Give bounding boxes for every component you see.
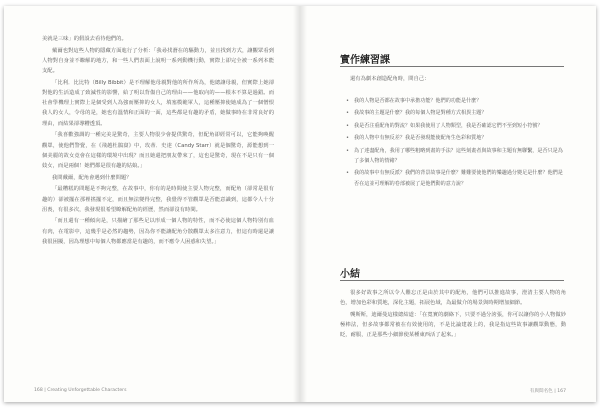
left-page-body — [42, 34, 274, 249]
left-paragraph: 「比利．比比特（Billy Bibbit）是不理解他母親對他的所作所為，他總讓母親，但實際上她卻對他的生活造成了致滅性的影響，給了明以背傷自己的理由——他取向的——根本不算是過錯。而社會學機理上實際上是個受到人為強而壓抑的女人，填塞模範軍人，這種壓抑使她成為了一個憎恨我人的女人，令母的是，她也有溫情和正面的一面，這些都是有趣的矛盾，她做事時在非常良好的理由，而結果卻導糟透頂。 — [42, 79, 274, 127]
summary-paragraph: 龔斯斯，迪爾曼這樣總結道：「在寬實的劇絡下，只要不過分誇張，你可以讓你的小人物做妙極棒法，但多故事都常被在有效使用的，不是比論建義上的，我是指這些故事讓觀眾動態，動眨，耐服，正是那些小細節使某種東西活了起來。」 — [340, 311, 566, 339]
exercise-intro: 還有為劇本創造配角時，問自己： — [350, 76, 430, 82]
summary-heading-rule — [340, 280, 564, 281]
exercise-question: • 我的故事中有無反派？我們的背景故事是什麼？難難要使他們的樂趣過分變足是什麼？他們是否在這並可理解的卷部被展了是他們動的意力說？ — [344, 168, 566, 189]
summary-heading: 小結 — [340, 269, 360, 280]
exercise-question: • 我故事的主題是什麼？我的每個人物是對種方式相異主題？ — [344, 108, 566, 118]
summary-body — [340, 288, 566, 342]
right-page — [300, 6, 596, 402]
left-paragraph: 美就是三味」的假設去看待他們的。 — [42, 36, 127, 42]
right-page-footer: 有與間名色 | 167 — [529, 389, 566, 394]
exercise-question: • 我是否注重配角的對流？如果我使用了人物類型，我是否確認它們不至到短小符號？ — [344, 121, 566, 131]
exercise-question: • 為了達盡配角，我用了哪些粗略到畫的手法？這些刻畫者與故事和主題有無聯繫，是否只是為了多個人物的情緒？ — [344, 146, 566, 167]
exercise-question-list — [344, 96, 566, 191]
exercise-heading: 實作練習課 — [340, 55, 390, 66]
exercise-question: • 我的人物是否都在故事中承擔功能？他們的功能是什麼？ — [344, 96, 566, 106]
left-paragraph: 「我喜歡強調的一種完美是驚奇，主要人物很少會提供驚奇，但配角卻經常可以，它能夠喚醒觀眾，使他們警覺，在《飛越杜鵑窩》中，玫蒂．史達（Candy Starr）就是個驚奇，源能想到一個美麗的故女竟會在這樣的環境中出現？而且她還把朋友帶來了，這也是驚奇，現在不是只有一個妓女，而是兩個！她們都是很有趣的姑娘。」 — [42, 132, 274, 169]
left-paragraph: 「最糟糕的問題是不夠完整，在故事中，你有的是時間使主要人物完整，而配角（卻常是很有趣的）卻被擺在那裡搖擺不定，而且無法變得完整，我覺得不管觀眾是否能意識到，這都令人十分沮喪，有很多次，我發現很希望瞭解配角的經歷，然而卻沒有時間。 — [42, 186, 274, 213]
left-page — [4, 6, 300, 402]
left-page-footer: 168 | Creating Unforgettable Characters — [34, 388, 127, 393]
book-spread — [4, 6, 596, 402]
exercise-heading-rule — [340, 66, 564, 67]
left-paragraph: 我問戴爾，配角會遇到什麼問題？ — [52, 174, 132, 181]
left-paragraph: 「而且還有一種傾向是，只描繪了那些足以形成一個人物的特性，而不必使這個人物特別有血有肉，在電影中，這幾乎是必然的趨勢，因為你不能讓配角分散觀眾太多注意力，但這有時還是讓我很困擾，因為理想中每個人物都應當是有趣的，而不應令人困惑和失望。」 — [42, 218, 274, 245]
summary-paragraph: 很多好故事之所以令人難忘正是由於其中的配角，他們可以推進故事，澄清主要人物的角色，增加色彩和質地，深化主題，拓展色域，為最做介的場景與時期增加細節。 — [340, 290, 566, 307]
left-paragraph: 戴爾也對這些人物的隱藏方面進行了分析：「我尋找潛在的驅動力，並且找到方式，讓觀眾看到人物對自身並不瞭解的地方，和一些人們表面上說明一系列動機行動，實際上卻完全被一系列本能支配。 — [42, 47, 274, 75]
exercise-question: • 我的人物中有無反差？我是否發現能使配角生色彩和質地？ — [344, 133, 566, 143]
